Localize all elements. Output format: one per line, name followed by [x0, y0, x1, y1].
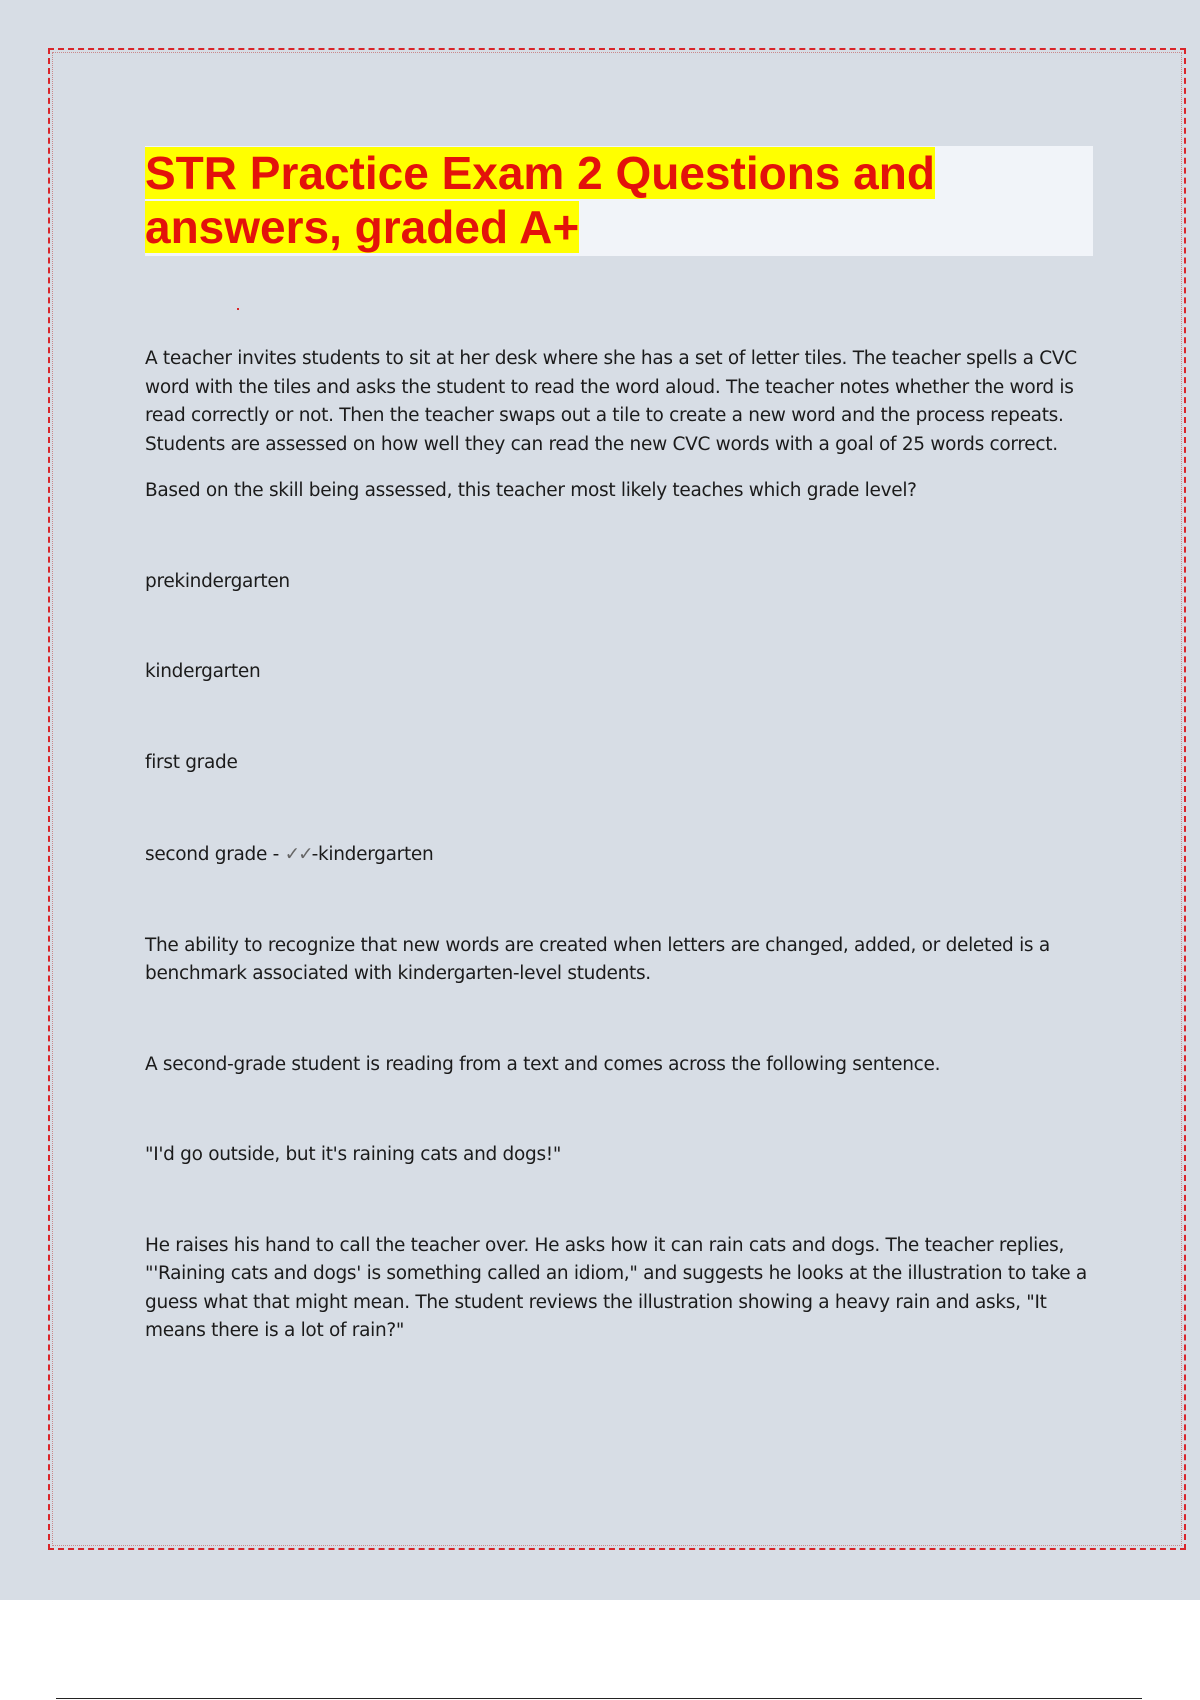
option-kindergarten: kindergarten: [145, 661, 261, 682]
stray-mark: [237, 308, 239, 310]
document-body: [145, 345, 1095, 1346]
option-second-grade-with-answer: [145, 841, 1095, 870]
question-2-quote: "I'd go outside, but it's raining cats and dogs!": [145, 1144, 562, 1165]
question-1-prompt: Based on the skill being assessed, this teacher most likely teaches which grade level?: [145, 480, 917, 501]
question-1-scenario: A teacher invites students to sit at her desk where she has a set of letter tiles. The teacher spells a CVC word with the tiles and asks the student to read the word aloud. The teacher notes whether the word is read correctly or not. Then the teacher swaps out a tile to create a new word and the process repeats. Students are assessed on how well they can read the new CVC words with a goal of 25 words correct.: [145, 348, 1077, 455]
document-title: [145, 146, 1093, 254]
title-line-1: STR Practice Exam 2 Questions and: [145, 147, 935, 199]
title-line-2: answers, graded A+: [145, 201, 580, 253]
footer-rule: [56, 1698, 1142, 1699]
question-1-explanation: The ability to recognize that new words are created when letters are changed, added, or deleted is a benchmark associated with kindergarten-level students.: [145, 934, 1050, 984]
answer-text: -kindergarten: [311, 844, 434, 865]
question-2-intro: A second-grade student is reading from a text and comes across the following sentence.: [145, 1053, 941, 1075]
option-prekindergarten: prekindergarten: [145, 570, 290, 592]
option-first-grade: first grade: [145, 751, 238, 773]
question-2-scenario: He raises his hand to call the teacher over. He asks how it can rain cats and dogs. The teacher replies, "'Raining cats and dogs' is something called an idiom," and suggests he looks at the illustration to take a guess what that might mean. The student reviews the illustration showing a heavy rain and asks, "It means there is a lot of rain?": [145, 1234, 1087, 1341]
double-check-icon: ✓✓: [284, 844, 312, 865]
option-second-grade: second grade -: [145, 844, 285, 865]
